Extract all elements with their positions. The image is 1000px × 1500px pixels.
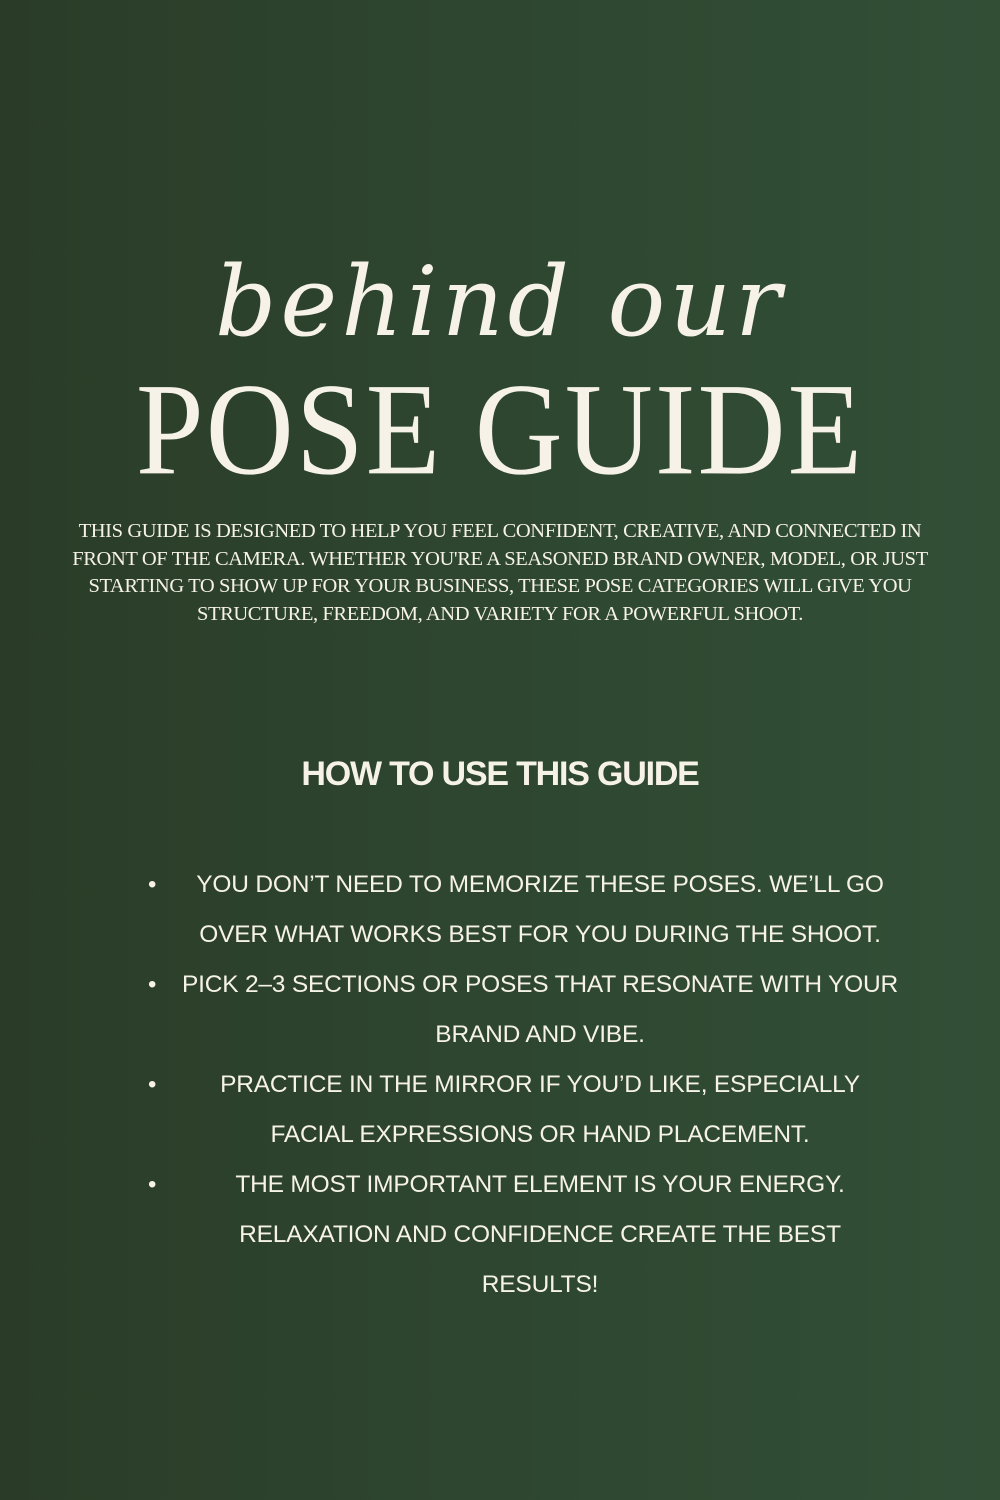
list-item-text: PRACTICE IN THE MIRROR IF YOU’D LIKE, ESPECIALLY FACIAL EXPRESSIONS OR HAND PLACEMENT. (220, 1071, 860, 1148)
bullet-icon: • (148, 971, 157, 998)
bullet-icon: • (148, 1171, 157, 1198)
section-heading: HOW TO USE THIS GUIDE (301, 755, 699, 793)
bullet-icon: • (148, 1071, 157, 1098)
list-item (140, 960, 900, 1060)
bullet-list (140, 860, 900, 1310)
intro-paragraph: THIS GUIDE IS DESIGNED TO HELP YOU FEEL CONFIDENT, CREATIVE, AND CONNECTED IN FRONT OF THE CAMERA. WHETHER YOU'RE A SEASONED BRAND OWNER, MODEL, OR JUST STARTING TO SHOW UP FOR YOUR BUSINESS, THESE POSE CATEGORIES WILL GIVE YOU STRUCTURE, FREEDOM, AND VARIETY FOR A POWERFUL SHOOT. (72, 520, 928, 625)
bullet-icon: • (148, 871, 157, 898)
list-item-text: YOU DON’T NEED TO MEMORIZE THESE POSES. WE’LL GO OVER WHAT WORKS BEST FOR YOU DURING THE SHOOT. (196, 871, 884, 948)
list-item (140, 1160, 900, 1310)
list-item (140, 860, 900, 960)
list-item-text: PICK 2–3 SECTIONS OR POSES THAT RESONATE WITH YOUR BRAND AND VIBE. (181, 971, 899, 1048)
page-title: POSE GUIDE (135, 356, 865, 503)
script-title: behind our (214, 246, 786, 358)
list-item-text: THE MOST IMPORTANT ELEMENT IS YOUR ENERGY. RELAXATION AND CONFIDENCE CREATE THE BEST RESULTS! (235, 1171, 845, 1298)
list-item (140, 1060, 900, 1160)
